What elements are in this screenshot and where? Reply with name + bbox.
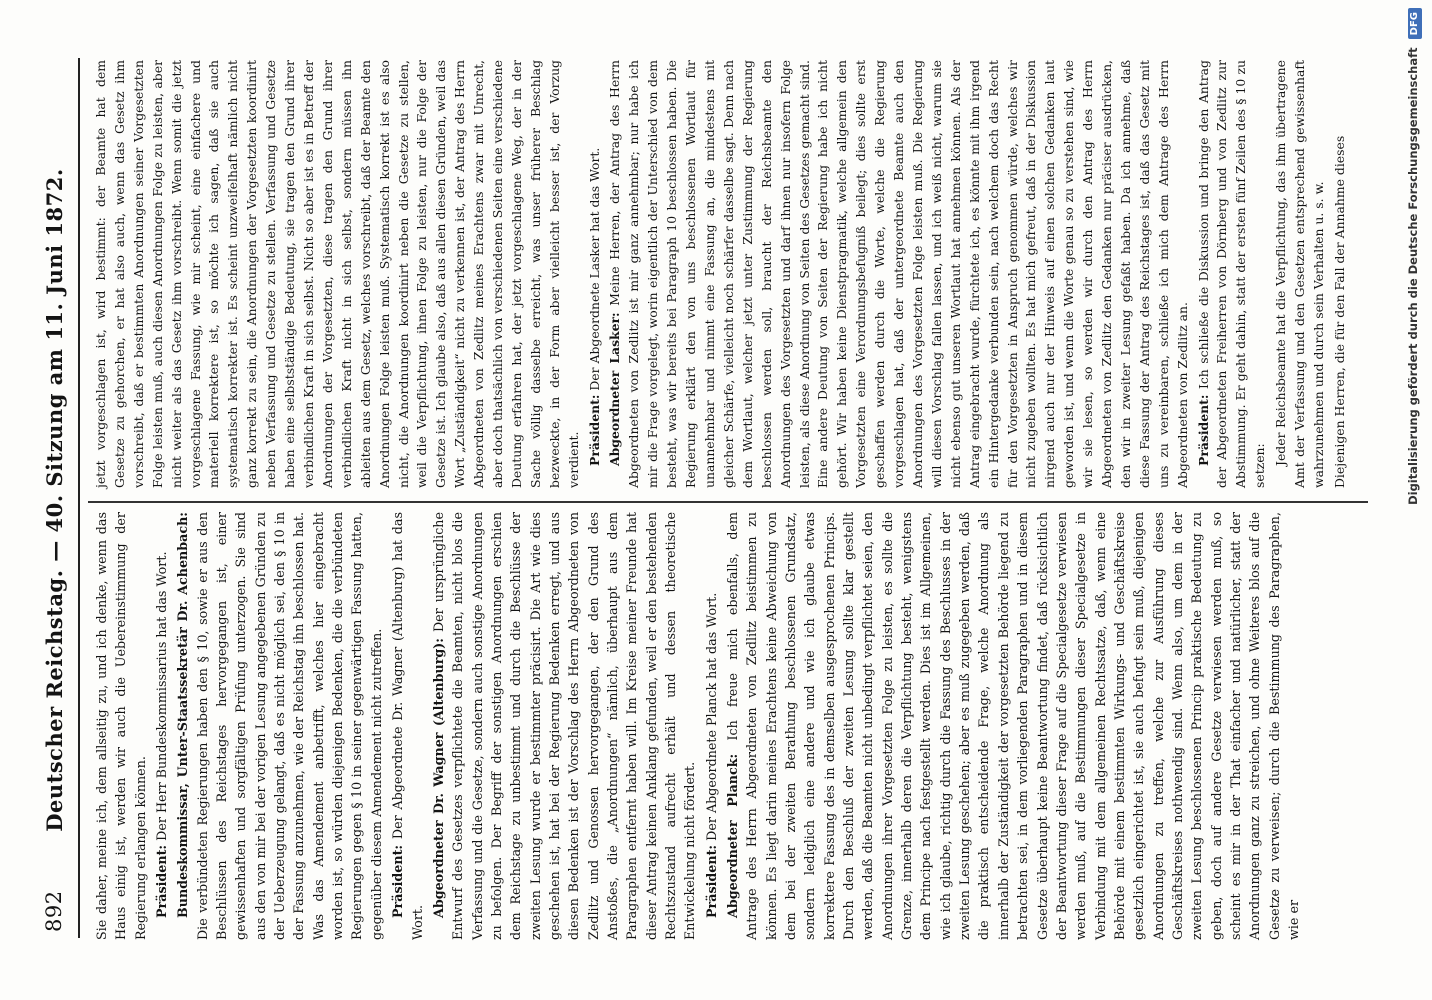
left-column (92, 512, 1305, 940)
speech-paragraph (606, 60, 1192, 488)
paragraph-text: Ich freue mich ebenfalls, dem Antrage des Herrn Abgeordneten von Zedlitz beistimmen zu können. Es liegt darin meines Erachtens keine Abweichung von dem bei der zweiten Berathung beschlossenen Grundsatz, sondern lediglich eine andere und wie ich glaube etwas korrektere Fassung des in demselben ausgesprochenen Princips. Durch den Beschluß der zweiten Lesung sollte klar gestellt werden, daß die Beamten nicht unbedingt verpflichtet seien, den Anordnungen ihrer Vorgesetzten Folge zu leisten, es sollte die Grenze, innerhalb deren die Verpflichtung besteht, wenigstens dem Principe nach festgestellt werden. Dies ist im Allgemeinen, wie ich glaube, richtig durch die Fassung des Beschlusses in der zweiten Lesung geschehen; aber es muß zugegeben werden, daß die praktisch entscheidende Frage, welche Anordnung als innerhalb der Zuständigkeit der vorgesetzten Behörde liegend zu betrachten sei, in dem vorliegenden Paragraphen und in diesem Gesetze überhaupt keine Beantwortung findet, daß rücksichtlich der Beantwortung dieser Frage auf die Specialgesetze verwiesen werden muß, auf die Bestimmungen dieser Specialgesetze in Verbindung mit dem allgemeinen Rechtssatze, daß, wenn eine Behörde mit einem bestimmten Wirkungs- und Geschäftskreise gesetzlich eingerichtet ist, sie auch befugt sein muß, diejenigen Anordnungen zu treffen, welche zur Ausführung dieses Geschäftskreises nothwendig sind. Wenn also, um dem in der zweiten Lesung beschlossenen Princip praktische Bedeutung zu geben, doch auf andere Gesetze verwiesen werden muß, so scheint es mir in der That einfacher und natürlicher, statt der Anordnungen ganz zu streichen, und ohne Weiteres blos auf die Gesetze zu verweisen; durch die Bestimmung des Paragraphen, wie er (725, 512, 1301, 940)
paragraph-text: Der Herr Bundeskommissarius hat das Wort. (154, 551, 170, 841)
text-paragraph (92, 512, 150, 940)
speech-paragraph (429, 512, 700, 940)
digitization-credit (1400, 8, 1426, 992)
paragraph-text: Der Abgeordnete Lasker hat das Wort. (586, 147, 602, 391)
text-paragraph (92, 60, 584, 488)
column-divider (88, 502, 1368, 504)
paragraph-text: Der ursprüngliche Entwurf des Gesetzes verpflichtete die Beamten, nicht blos die Verfassung und die Gesetze, sondern auch sonstige Anordnungen zu befolgen. Der Begriff der sonstigen Anordnungen erschien dem Reichstage zu unbestimmt und durch die Beschlüsse der zweiten Lesung wurde er bestimmter präcisirt. Die Art wie dies geschehen ist, hat bei der Regierung Bedenken erregt, und aus diesen Bedenken ist der Vorschlag des Herrn Abgeordneten von Zedlitz und Genossen hervorgegangen, der den Grund des Anstoßes, die „Anordnungen“ nämlich, überhaupt aus dem Paragraphen entfernt haben will. Im Kreise meiner Freunde hat dieser Antrag keinen Anklang gefunden, weil er den bestehenden Rechtszustand aufrecht erhält und dessen theoretische Entwickelung nicht fördert. (430, 512, 698, 940)
dfg-logo: DFG (1408, 8, 1422, 39)
paragraph-text: Die verbündeten Regierungen haben den § 10, sowie er aus den Beschlüssen des Reichstages hervorgegangen ist, einer gewissenhaften und sorgfältigen Prüfung unterzogen. Sie sind aus den von mir bei der vorigen Lesung angegebenen Gründen zu der Ueberzeugung gelangt, daß es nicht möglich sei, den § 10 in der Fassung anzunehmen, wie der Reichstag ihn beschlossen hat. Was das Amendement anbetrifft, welches hier eingebracht worden ist, so würden diejenigen Bedenken, die die verbündeten Regierungen gegen § 10 in seiner gegenwärtigen Fassung hatten, gegenüber diesem Amendement nicht zutreffen. (194, 512, 384, 940)
page-heading: Deutscher Reichstag. — 40. Sitzung am 11. Juni 1872. (42, 168, 67, 832)
text-paragraph (1272, 60, 1329, 488)
paragraph-text: Sie daher, meine ich, dem allseitig zu, und ich denke, wenn das Haus einig ist, werden wir auch die Uebereinstimmung der Regierung erlangen können. (94, 512, 148, 940)
speaker-name: Abgeordneter Lasker: (607, 312, 623, 466)
right-column (92, 60, 1352, 488)
digitization-credit-text: Digitalisierung gefördert durch die Deutsche Forschungsgemeinschaft (1406, 47, 1420, 505)
speech-paragraph (723, 512, 1303, 940)
paragraph-text: jetzt vorgeschlagen ist, wird bestimmt: der Beamte hat dem Gesetze zu gehorchen, er hat also auch, wenn das Gesetz ihm vorschreibt, daß er bestimmten Anordnungen seiner Vorgesetzten Folge leisten muß, auch diesen Anordnungen Folge zu leisten, aber nicht weiter als das Gesetz ihm vorschreibt. Wenn somit die jetzt vorgeschlagene Fassung, wie mir scheint, eine einfachere und materiell korrektere ist, so möchte ich sagen, daß sie auch systematisch korrekter ist. Es scheint unzweifelhaft nämlich nicht ganz korrekt zu sein, die Anordnungen der Vorgesetzten koordinirt neben Verfassung und Gesetze zu stellen. Verfassung und Gesetze haben eine selbstständige Bedeutung, sie tragen den Grund ihrer verbindlichen Kraft in sich selbst. Nicht so aber ist es in Betreff der Anordnungen der Vorgesetzten, diese tragen den Grund ihrer verbindlichen Kraft nicht in sich selbst, sondern müssen ihn ableiten aus dem Gesetz, welches vorschreibt, daß der Beamte den Anordnungen Folge leisten muß. Systematisch korrekt ist es also nicht, die Anordnungen koordinirt neben die Gesetze zu stellen, weil die Verpflichtung, ihnen Folge zu leisten, nur die Folge der Gesetze ist. Ich glaube also, daß aus allen diesen Gründen, weil das Wort „Zuständigkeit“ nicht zu verkennen ist, der Antrag des Herrn Abgeordneten von Zedlitz meines Erachtens zwar mit Unrecht, aber doch thatsächlich von verschiedenen Seiten eine verschiedene Deutung erfahren hat, der jetzt vorgeschlagene Weg, der in der Sache völlig dasselbe erreicht, was unser früherer Beschlag bezweckte, in der Form aber vielleicht besser ist, der Vorzug verdient. (93, 60, 581, 488)
paragraph-text: Jeder Reichsbeamte hat die Verpflichtung, das ihm übertragene Amt der Verfassung und den Gesetzen entsprechend gewissenhaft wahrzunehmen und durch sein Verhalten u. s. w. (1273, 60, 1326, 488)
speech-paragraph (702, 512, 721, 940)
speaker-name: Präsident: (1195, 394, 1211, 466)
speaker-name: Präsident: (390, 844, 406, 918)
speaker-name: Präsident: (586, 394, 602, 466)
paragraph-text: Der Abgeordnete Planck hat das Wort. (703, 592, 719, 841)
speech-paragraph (173, 512, 386, 940)
header-rule (78, 58, 80, 938)
speech-paragraph (586, 60, 605, 488)
speech-paragraph (388, 512, 427, 940)
paragraph-text: Ich schließe die Diskussion und bringe den Antrag der Abgeordneten Freiherren von Dörnberg und von Zedlitz zur Abstimmung. Er geht dahin, statt der ersten fünf Zeilen des § 10 zu setzen: (1195, 60, 1268, 488)
paragraph-text: Der Abgeordnete Dr. Wagner (Altenburg) hat das Wort. (390, 512, 425, 940)
speaker-name: Abgeordneter Planck: (725, 753, 740, 918)
paragraph-text: Meine Herren, der Antrag des Herrn Abgeordneten von Zedlitz ist mir ganz annehmbar; nur habe ich mir die Frage vorgelegt, worin eigentlich der Unterschied von dem besteht, was wir bereits bei Paragraph 10 beschlossen haben. Die Regierung erklärt den von uns beschlossenen Wortlaut für unannehmbar und nimmt eine Fassung an, die mindestens mit gleicher Schärfe, vielleicht noch schärfer dasselbe sagt. Denn nach dem Wortlaut, welcher jetzt unter Zustimmung der Regierung beschlossen werden soll, braucht der Reichsbeamte den Anordnungen des Vorgesetzten und darf ihnen nur insofern Folge leisten, als diese Anordnung von Seiten des Gesetzes gemacht sind. Eine andere Deutung von Seiten der Regierung habe ich nicht gehört. Wir haben keine Dienstpragmatik, welche allgemein den Vorgesetzten eine Verordnungsbefugniß beilegt; dies sollte erst geschaffen werden durch die Worte, welche die Regierung vorgeschlagen hat, daß der untergeordnete Beamte auch den Anordnungen des Vorgesetzten Folge leisten muß. Die Regierung will diesen Vorschlag fallen lassen, und ich weiß nicht, warum sie nicht ebenso gut unseren Wortlaut hat annehmen können. Als der Antrag eingebracht wurde, fürchtete ich, es könnte mit ihm irgend ein Hintergedanke verbunden sein, nach welchem doch das Recht für den Vorgesetzten in Anspruch genommen würde, welches wir nicht zugeben wollten. Es hat mich gefreut, daß in der Diskussion nirgend auch nur der Hinweis auf einen solchen Gedanken laut geworden ist, und wenn die Worte genau so zu verstehen sind, wie wir sie lesen, so werden wir durch den Antrag des Herrn Abgeordneten von Zedlitz den Gedanken nur präciser ausdrücken, den wir in zweiter Lesung gefaßt haben. Da ich annehme, daß diese Fassung der Antrag des Reichstages ist, daß das Gesetz mit uns zu vereinbaren, schließe ich mich dem Antrage des Herrn Abgeordneten von Zedlitz an. (607, 60, 1190, 488)
speech-paragraph (1195, 60, 1271, 488)
speaker-name: Präsident: (703, 844, 719, 918)
speech-paragraph (152, 512, 171, 940)
running-head (42, 60, 72, 940)
speaker-name: Abgeordneter Dr. Wagner (Altenburg): (430, 638, 446, 918)
text-paragraph (1331, 60, 1350, 488)
paragraph-text: Diejenigen Herren, die für den Fall der Annahme dieses (1331, 135, 1347, 488)
page-number: 892 (42, 890, 66, 932)
speaker-name: Präsident: (154, 844, 170, 918)
speaker-name: Bundeskommissar, Unter-Staatssekretär Dr. Achenbach: (175, 512, 191, 918)
